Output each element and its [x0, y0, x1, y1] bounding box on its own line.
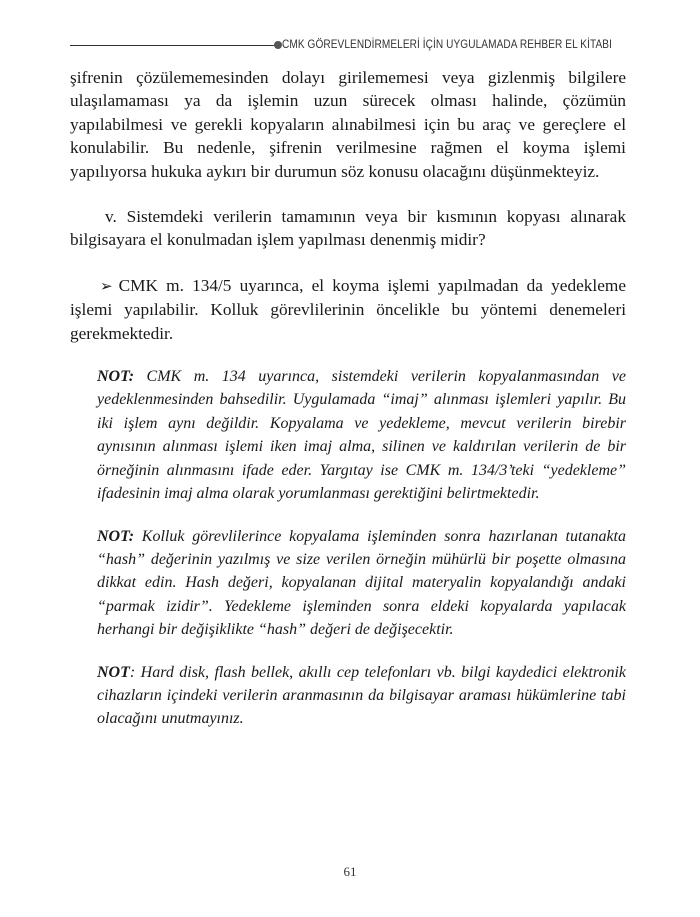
running-header — [70, 36, 626, 56]
note-label: NOT: — [97, 527, 135, 545]
note-hash — [97, 525, 626, 642]
arrow-item-text: CMK m. 134/5 uyarınca, el koyma işlemi yapılmadan da yedekleme işlemi yapılabilir. Kolluk görevlilerinin öncelikle bu yöntemi denemeleri gerekmektedir. — [70, 275, 626, 343]
note-text: Kolluk görevlilerince kopyalama işleminden sonra hazırlanan tutanakta “hash” değerinin yazılmış ve size verilen örneğin mühürlü bir poşette olmasına dikkat edin. Hash değeri, kopyalanan dijital materyalin kopyalandığı andaki “parmak izidir”. Yedekleme işleminden sonra eldeki kopyalarda yapılacak herhangi bir değişiklikte “hash” değeri de değişecektir. — [97, 527, 626, 639]
note-label: NOT — [97, 663, 130, 681]
note-label: NOT: — [97, 368, 135, 386]
paragraph-continuation: şifrenin çözülememesinden dolayı girilememesi veya gizlenmiş bilgilere ulaşılamaması ya da işlemin uzun sürecek olması halinde, çözümün yapılabilmesi ve gerekli kopyaların alınabilmesi için bu araç ve gereçlere el konulabilir. Bu nedenle, şifrenin verilmesine rağmen el koyma işlemi yapılıyorsa hukuka aykırı bir durumun söz konusu olacağını düşünmekteyiz. — [70, 68, 626, 181]
paragraph-question-v: v. Sistemdeki verilerin tamamının veya bir kısmının kopyası alınarak bilgisayara el konulmadan işlem yapılması denenmiş midir? — [70, 207, 626, 250]
arrow-bullet-icon: ➢ — [100, 276, 113, 295]
header-title: CMK GÖREVLENDİRMELERİ İÇİN UYGULAMADA REHBER EL KİTABI — [282, 37, 612, 51]
page-body — [70, 66, 626, 731]
note-devices — [97, 661, 626, 731]
header-bullet-icon — [274, 41, 282, 49]
note-imaging — [97, 365, 626, 505]
note-text: CMK m. 134 uyarınca, sistemdeki verilerin kopyalanmasından ve yedeklenmesinden bahsedilir. Uygulamada “imaj” alınması işlemleri yapılır. Bu iki işlem aynı değildir. Kopyalama ve yedekleme, mevcut verilerin birebir aynısının alınması işlemi iken imaj alma, silinen ve kaldırılan verilerin de bir örneğinin alınmasını ifade eder. Yargıtay ise CMK m. 134/3’teki “yedekleme” ifadesinin imaj alma olarak yorumlanması gerektiğini belirtmektedir. — [97, 368, 626, 503]
page-number: 61 — [343, 864, 357, 879]
header-rule — [70, 45, 275, 46]
paragraph-arrow-item — [70, 274, 626, 345]
note-text: : Hard disk, flash bellek, akıllı cep telefonları vb. bilgi kaydedici elektronik cihazların içindeki verilerin aranmasının da bilgisayar araması hükümlerine tabi olacağını unutmayınız. — [97, 663, 626, 728]
